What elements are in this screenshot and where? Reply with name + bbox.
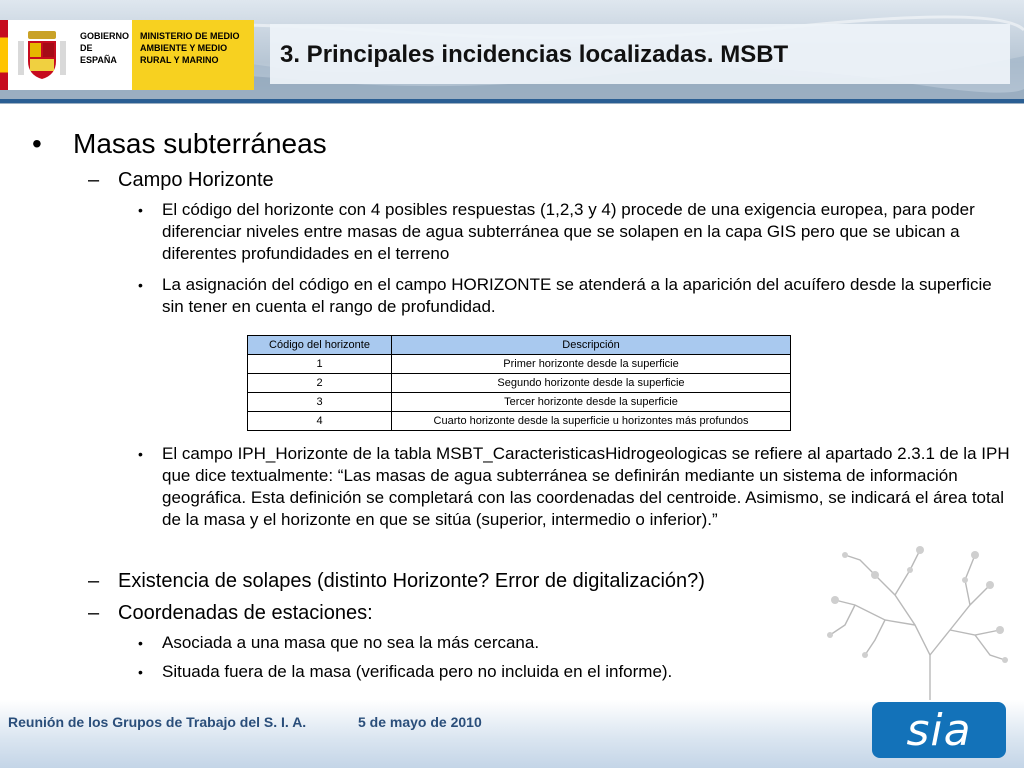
sia-logo <box>872 702 1006 758</box>
subbullet-text: Coordenadas de estaciones: <box>118 602 373 624</box>
bullet-marker: • <box>138 202 143 218</box>
footer-date: 5 de mayo de 2010 <box>358 714 482 730</box>
paragraph-iph-horizonte <box>138 443 1018 531</box>
header-divider <box>0 99 1024 103</box>
subbullet-text: Campo Horizonte <box>118 169 274 191</box>
paragraph-codigo-horizonte <box>138 199 1018 265</box>
spain-flag-stripe <box>0 20 8 90</box>
dash-marker: – <box>88 570 100 592</box>
table-header-code: Código del horizonte <box>248 336 392 355</box>
bullet-marker: • <box>138 446 143 462</box>
bullet-text: Masas subterráneas <box>73 128 327 159</box>
dash-marker: – <box>88 169 100 191</box>
table-row <box>248 393 791 412</box>
table-header-description: Descripción <box>392 336 791 355</box>
sia-logo-text: sia <box>906 705 972 756</box>
bullet-marker: • <box>138 277 143 293</box>
coat-of-arms-icon <box>14 27 70 83</box>
paragraph-text: La asignación del código en el campo HORIZONTE se atenderá a la aparición del acuífero desde la superficie sin tener en cuenta el rango de profundidad. <box>162 275 992 316</box>
table-row <box>248 374 791 393</box>
paragraph-text: Situada fuera de la masa (verificada pero no incluida en el informe). <box>162 662 673 681</box>
table-cell-code: 4 <box>248 412 392 431</box>
table-row <box>248 355 791 374</box>
ministry-box <box>132 20 254 90</box>
table-cell-code: 2 <box>248 374 392 393</box>
bullet-marker: • <box>138 664 143 680</box>
table-cell-description: Cuarto horizonte desde la superficie u horizontes más profundos <box>392 412 791 431</box>
table-row <box>248 412 791 431</box>
table-cell-description: Primer horizonte desde la superficie <box>392 355 791 374</box>
paragraph-text: El campo IPH_Horizonte de la tabla MSBT_CaracteristicasHidrogeologicas se refiere al apartado 2.3.1 de la IPH que dice textualmente: “Las masas de agua subterránea se definirán mediante un sistema de información geográfica. Esta definición se completará con las coordenadas del centroide. Asimismo, se indicará el área total de la masa y el horizonte en que se sitúa (superior, intermedio o inferior).” <box>162 444 1010 529</box>
horizon-code-table <box>247 335 791 431</box>
footer-meeting-text: Reunión de los Grupos de Trabajo del S. I. A. <box>8 714 307 730</box>
government-name: GOBIERNO DE ESPAÑA <box>80 31 130 65</box>
ministry-name: MINISTERIO DE MEDIO AMBIENTE Y MEDIO RURAL Y MARINO <box>140 31 240 65</box>
bullet-marker: • <box>138 635 143 651</box>
footer-band <box>0 700 1024 768</box>
dash-marker: – <box>88 602 100 624</box>
paragraph-text: El código del horizonte con 4 posibles respuestas (1,2,3 y 4) procede de una exigencia europea, para poder diferenciar niveles entre masas de agua subterránea que se solapen en la capa GIS pero que se ubican a diferentes profundidades en el terreno <box>162 200 975 263</box>
tree-illustration <box>815 535 1015 710</box>
table-cell-code: 3 <box>248 393 392 412</box>
paragraph-text: Asociada a una masa que no sea la más cercana. <box>162 633 540 652</box>
table-cell-description: Segundo horizonte desde la superficie <box>392 374 791 393</box>
table-header-row <box>248 336 791 355</box>
slide-title: 3. Principales incidencias localizadas. MSBT <box>280 41 789 68</box>
table-cell-code: 1 <box>248 355 392 374</box>
table-cell-description: Tercer horizonte desde la superficie <box>392 393 791 412</box>
government-logo <box>0 20 254 90</box>
subbullet-text: Existencia de solapes (distinto Horizonte? Error de digitalización?) <box>118 570 705 592</box>
paragraph-asignacion-codigo <box>138 274 1018 318</box>
bullet-marker: • <box>32 128 42 159</box>
